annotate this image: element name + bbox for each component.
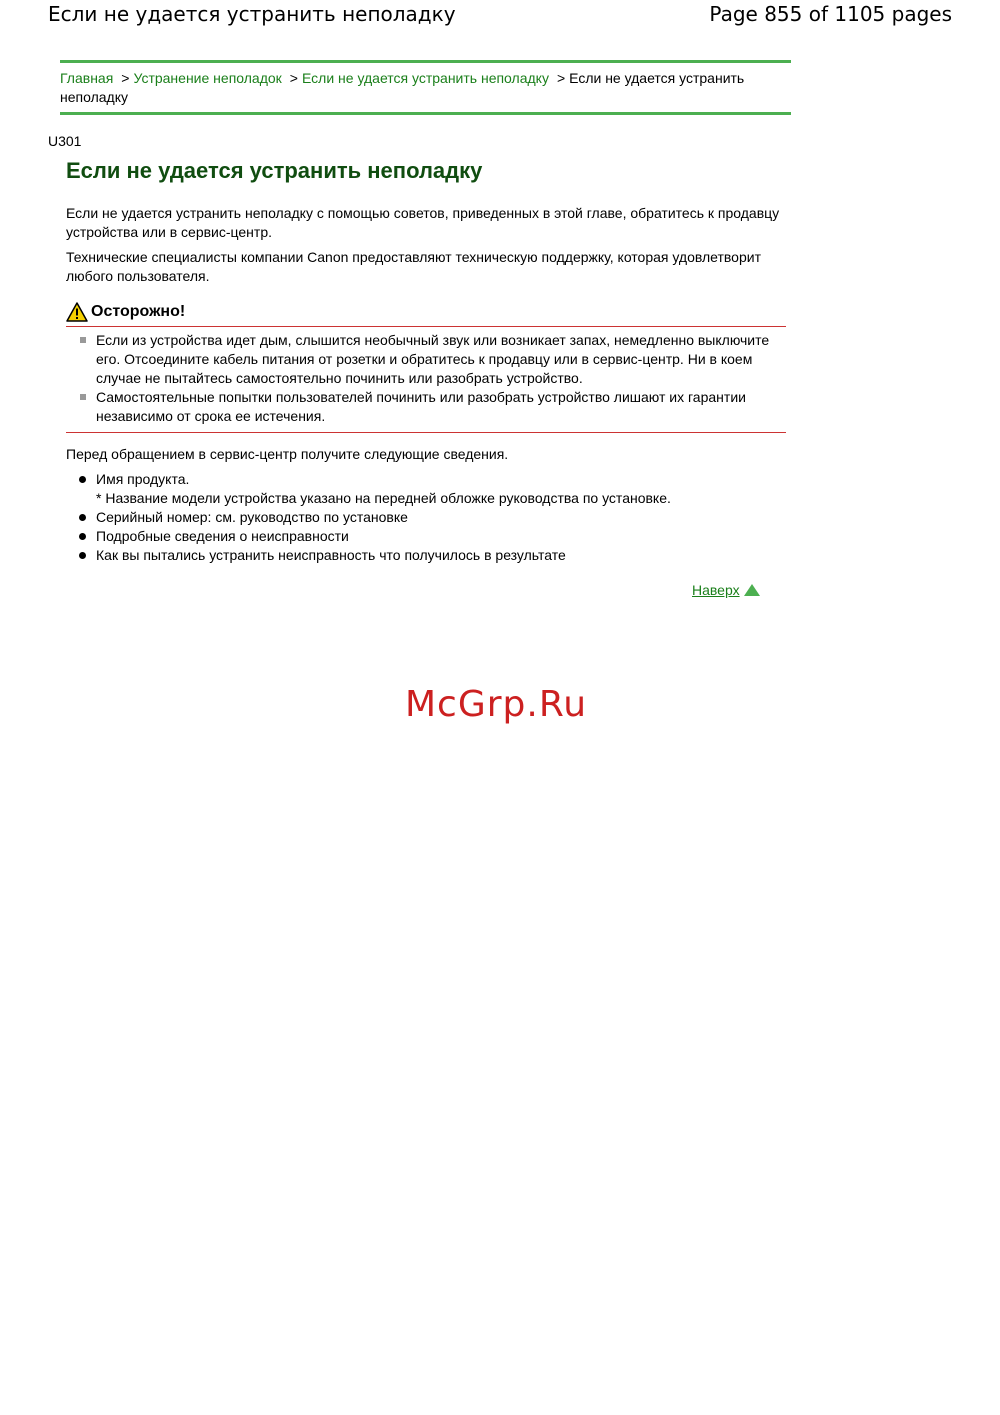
info-item: [66, 470, 786, 508]
breadcrumb-separator: >: [556, 70, 566, 86]
caution-list: [66, 331, 786, 433]
info-item: [66, 546, 786, 565]
info-list: [66, 470, 786, 565]
caution-item: [66, 331, 786, 388]
caution-title: Осторожно!: [91, 303, 186, 320]
page-code: U301: [48, 133, 82, 149]
back-to-top-label: Наверх: [692, 582, 740, 598]
breadcrumb-separator: >: [289, 70, 298, 86]
warning-triangle-icon: [66, 302, 88, 322]
info-item-text: Серийный номер: см. руководство по установке: [96, 509, 408, 525]
breadcrumb: [60, 60, 791, 115]
square-bullet-icon: [80, 394, 86, 400]
main-content: [66, 156, 786, 565]
info-intro: Перед обращением в сервис-центр получите следующие сведения.: [66, 446, 509, 462]
breadcrumb-current: Если не удается устранить неполадку: [60, 70, 745, 105]
info-item-text: Подробные сведения о неисправности: [96, 528, 349, 544]
info-item-text: Как вы пытались устранить неисправность что получилось в результате: [96, 547, 566, 563]
dot-bullet-icon: [79, 552, 86, 559]
info-item-note: * Название модели устройства указано на передней обложке руководства по установке.: [96, 490, 671, 506]
dot-bullet-icon: [79, 533, 86, 540]
intro-paragraph: Если не удается устранить неполадку с помощью советов, приведенных в этой главе, обратитесь к продавцу устройства или в сервис-центр.: [66, 205, 780, 240]
breadcrumb-link-cannot-resolve[interactable]: Если не удается устранить неполадку: [301, 70, 549, 86]
dot-bullet-icon: [79, 514, 86, 521]
up-arrow-icon: [743, 583, 761, 597]
caution-item-text: Если из устройства идет дым, слышится необычный звук или возникает запах, немедленно выключите его. Отсоедините кабель питания от розетки и обратитесь к продавцу или в сервис-центр. Ни в коем случае не пытайтесь самостоятельно починить или разобрать устройство.: [96, 332, 770, 386]
page-title: Если не удается устранить неполадку: [66, 158, 483, 183]
breadcrumb-link-home[interactable]: Главная: [60, 70, 114, 86]
info-item-text: Имя продукта.: [96, 471, 190, 487]
back-to-top-link[interactable]: [692, 582, 761, 598]
caution-item-text: Самостоятельные попытки пользователей починить или разобрать устройство лишают их гарантии независимо от срока ее истечения.: [96, 389, 746, 424]
caution-item: [66, 388, 786, 426]
caution-header: [66, 300, 786, 327]
breadcrumb-separator: >: [121, 70, 130, 86]
header-page-info: Page 855 of 1105 pages: [709, 2, 952, 26]
caution-box: [66, 300, 786, 433]
dot-bullet-icon: [79, 476, 86, 483]
header-title: Если не удается устранить неполадку: [48, 2, 456, 26]
info-item: [66, 527, 786, 546]
breadcrumb-link-troubleshooting[interactable]: Устранение неполадок: [133, 70, 282, 86]
page-header: [0, 0, 1000, 30]
info-item: [66, 508, 786, 527]
square-bullet-icon: [80, 337, 86, 343]
watermark-logo: McGrp.Ru: [405, 684, 588, 725]
support-paragraph: Технические специалисты компании Canon предоставляют техническую поддержку, которая удовлетворит любого пользователя.: [66, 249, 761, 284]
